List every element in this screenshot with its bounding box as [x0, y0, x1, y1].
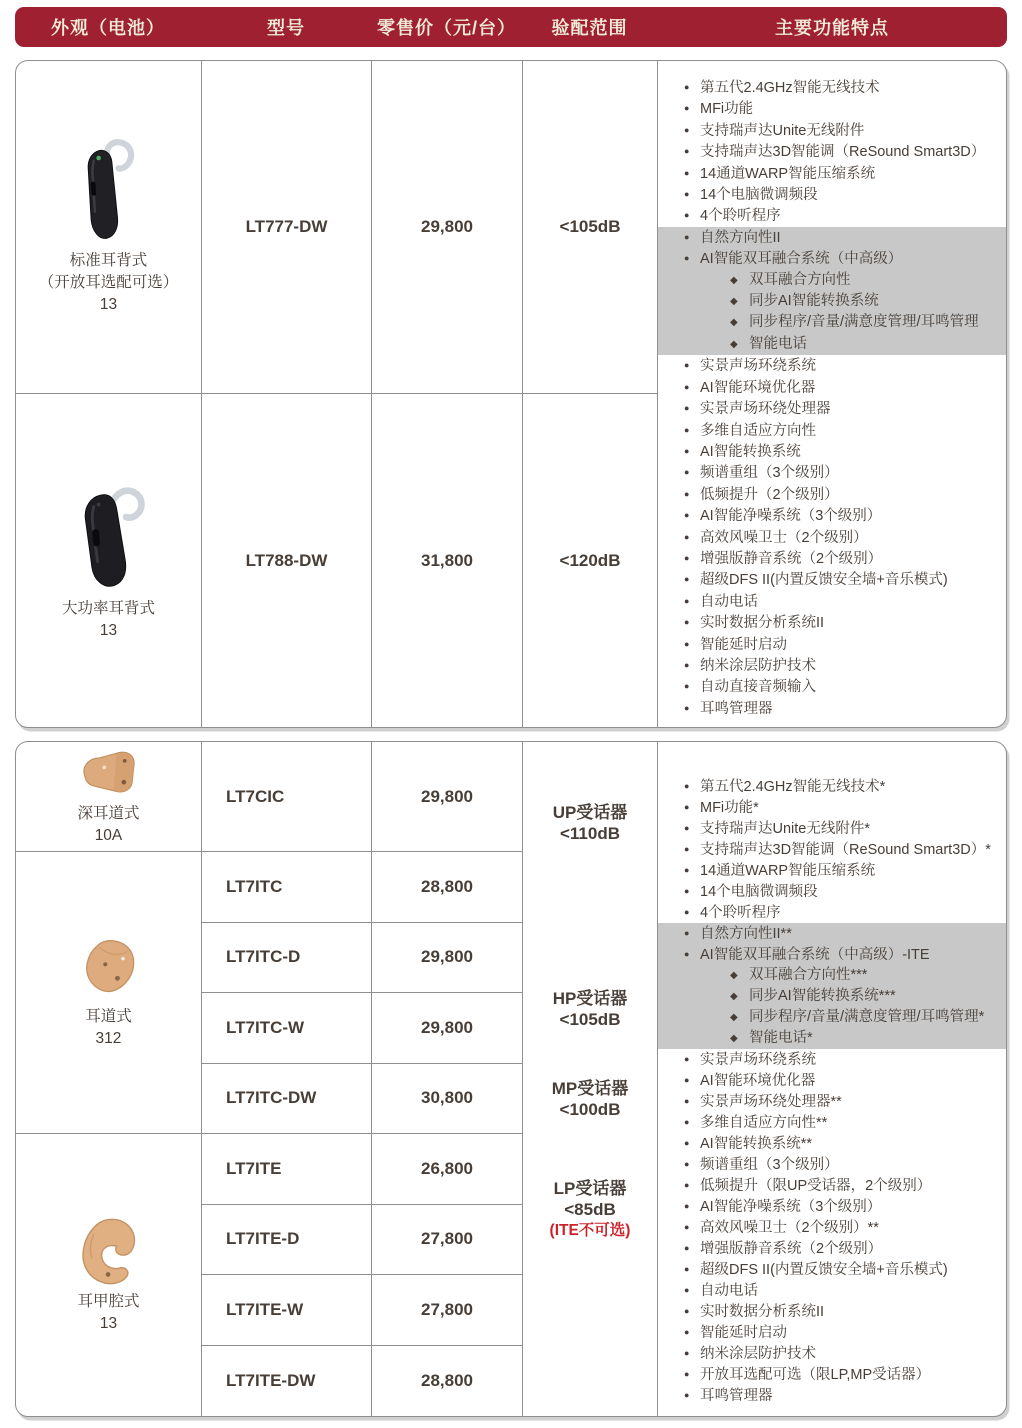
bullet-diamond-icon: ◆ [730, 274, 738, 286]
feature-item [658, 612, 1006, 633]
appearance-label-line: 10A [94, 826, 123, 844]
feature-text: 智能延时启动 [700, 636, 787, 653]
model-cell [202, 1064, 372, 1135]
appearance-label-line: 13 [99, 296, 118, 313]
receiver-range-line: <105dB [559, 1010, 621, 1029]
model-cell [202, 1346, 372, 1417]
appearance-label [77, 1291, 139, 1335]
feature-item [658, 1133, 1006, 1154]
bullet-dot-icon: ● [684, 1201, 690, 1211]
feature-item [658, 1049, 1006, 1070]
feature-item [658, 776, 1006, 797]
appearance-label-line: 标准耳背式 [69, 252, 148, 269]
feature-text: AI智能环境优化器 [700, 379, 816, 396]
model-cell-text: LT7ITC [226, 876, 283, 896]
feature-text: 实景声场环绕处理器 [700, 401, 831, 418]
bullet-dot-icon: ● [684, 1264, 690, 1274]
receiver-range-block [523, 1078, 657, 1120]
feature-text: 增强版静音系统（2个级别） [700, 1241, 883, 1257]
feature-item [658, 860, 1006, 881]
feature-text: AI智能净噪系统（3个级别） [700, 508, 882, 525]
feature-text: 支持瑞声达Unite无线附件* [700, 821, 870, 837]
price-cell-text: 31,800 [421, 550, 473, 570]
appearance-label-line: 耳甲腔式 [77, 1293, 140, 1310]
bullet-diamond-icon: ◆ [730, 1033, 738, 1044]
price-cell [372, 1134, 523, 1205]
bte-power-hearing-aid-icon [69, 480, 149, 592]
feature-text: 支持瑞声达3D智能调（ReSound Smart3D）* [700, 842, 991, 858]
price-cell [372, 923, 523, 994]
feature-text: 纳米涂层防护技术 [700, 1346, 816, 1362]
range-cell-text: <120dB [559, 550, 621, 570]
bullet-dot-icon: ● [684, 1369, 690, 1379]
feature-item [658, 1301, 1006, 1322]
bullet-dot-icon: ● [684, 1054, 690, 1064]
appearance-cell [16, 742, 202, 852]
feature-text: 双耳融合方向性*** [749, 967, 868, 983]
bullet-dot-icon: ● [684, 381, 690, 392]
range-cell [523, 394, 658, 727]
bullet-dot-icon: ● [684, 124, 690, 135]
column-header: 外观（电池） [51, 18, 165, 38]
feature-text: 14个电脑微调频段 [700, 187, 818, 204]
feature-text: 双耳融合方向性 [749, 271, 851, 288]
feature-item [658, 1070, 1006, 1091]
bullet-dot-icon: ● [684, 1138, 690, 1148]
feature-text: 多维自适应方向性** [700, 1115, 828, 1131]
feature-item [658, 312, 1006, 333]
feature-text: 同步AI智能转换系统 [749, 293, 879, 310]
bullet-dot-icon: ● [684, 659, 690, 670]
feature-item [658, 902, 1006, 923]
bullet-dot-icon: ● [684, 638, 690, 649]
bullet-dot-icon: ● [684, 424, 690, 435]
feature-item [658, 1322, 1006, 1343]
bullet-dot-icon: ● [684, 802, 690, 812]
feature-text: AI智能转换系统 [700, 443, 801, 460]
bullet-dot-icon: ● [684, 253, 690, 264]
model-cell [202, 61, 372, 394]
feature-text: 超级DFS II(内置反馈安全墙+音乐模式) [700, 1262, 948, 1278]
bullet-dot-icon: ● [684, 702, 690, 713]
feature-item [658, 1028, 1006, 1049]
table-header [15, 7, 1007, 47]
model-cell [202, 394, 372, 727]
feature-item [658, 141, 1006, 162]
appearance-label [39, 250, 179, 316]
appearance-cell [16, 1134, 202, 1416]
feature-item [658, 965, 1006, 986]
receiver-range-line: LP受话器 [553, 1179, 627, 1198]
bullet-dot-icon: ● [684, 1327, 690, 1337]
bullet-dot-icon: ● [684, 360, 690, 371]
appearance-label-line: （开放耳选配可选） [38, 274, 179, 291]
feature-text: 低频提升（限UP受话器，2个级别） [700, 1178, 932, 1194]
feature-text: AI智能净噪系统（3个级别） [700, 1199, 882, 1215]
bullet-dot-icon: ● [684, 531, 690, 542]
appearance-label [85, 1006, 132, 1050]
feature-text: 实景声场环绕处理器** [700, 1094, 842, 1110]
column-header: 零售价（元/台） [376, 18, 516, 38]
feature-item [658, 944, 1006, 965]
receiver-range-line: MP受话器 [551, 1079, 629, 1098]
range-cell-text: <105dB [559, 217, 621, 236]
model-cell [202, 923, 372, 994]
feature-text: 4个聆听程序 [700, 208, 781, 225]
bullet-dot-icon: ● [684, 1075, 690, 1085]
feature-text: 4个聆听程序 [700, 905, 781, 921]
feature-item [658, 291, 1006, 312]
bullet-dot-icon: ● [684, 907, 690, 917]
price-cell-text: 30,800 [421, 1088, 473, 1108]
feature-item [658, 1091, 1006, 1112]
price-cell [372, 1064, 523, 1135]
feature-item [658, 462, 1006, 483]
feature-item [658, 591, 1006, 612]
feature-text: 14通道WARP智能压缩系统 [700, 863, 876, 879]
feature-item [658, 77, 1006, 98]
model-cell [202, 993, 372, 1064]
feature-text: 14通道WARP智能压缩系统 [700, 165, 876, 182]
feature-text: 支持瑞声达Unite无线附件 [700, 122, 865, 139]
bullet-dot-icon: ● [684, 82, 690, 92]
appearance-label-line: 深耳道式 [77, 804, 140, 822]
bte-standard-hearing-aid-icon [76, 138, 142, 244]
feature-text: 同步程序/音量/满意度管理/耳鸣管理 [749, 314, 979, 331]
appearance-label [62, 598, 155, 642]
price-cell [372, 1346, 523, 1417]
bullet-dot-icon: ● [684, 1348, 690, 1358]
price-cell-text: 28,800 [421, 876, 473, 896]
feature-item [658, 1280, 1006, 1301]
bullet-dot-icon: ● [684, 595, 690, 606]
feature-text: 耳鸣管理器 [700, 1388, 773, 1404]
feature-item [658, 923, 1006, 944]
feature-item [658, 548, 1006, 569]
feature-text: 高效风噪卫士（2个级别） [700, 529, 868, 546]
feature-item [658, 270, 1006, 291]
appearance-label-line: 312 [95, 1029, 122, 1047]
bullet-dot-icon: ● [684, 231, 690, 242]
feature-item [658, 1217, 1006, 1238]
feature-item [658, 1196, 1006, 1217]
custom-products-section [15, 741, 1007, 1417]
feature-text: 频谱重组（3个级别） [700, 1157, 839, 1173]
feature-text: 支持瑞声达3D智能调（ReSound Smart3D） [700, 144, 986, 161]
model-cell-text: LT7ITC-W [226, 1017, 305, 1037]
column-header: 主要功能特点 [775, 18, 889, 38]
bullet-dot-icon: ● [684, 1390, 690, 1400]
bullet-diamond-icon: ◆ [730, 970, 738, 981]
price-cell [372, 61, 523, 394]
price-cell-text: 27,800 [421, 1229, 473, 1249]
feature-text: 自然方向性II [700, 229, 781, 246]
feature-text: 实景声场环绕系统 [700, 358, 816, 375]
feature-item [658, 355, 1006, 376]
model-cell-text: LT7ITC-D [226, 947, 301, 967]
model-cell-text: LT7ITC-DW [226, 1088, 317, 1108]
feature-item [658, 334, 1006, 355]
feature-item [658, 484, 1006, 505]
itc-hearing-aid-icon [79, 936, 139, 1000]
price-cell-text: 29,800 [421, 217, 473, 236]
feature-text: 频谱重组（3个级别） [700, 465, 839, 482]
price-cell [372, 1205, 523, 1276]
bullet-dot-icon: ● [684, 167, 690, 178]
feature-text: AI智能环境优化器 [700, 1073, 816, 1089]
ite-hearing-aid-icon [77, 1215, 141, 1285]
model-cell-text: LT7ITE-W [226, 1299, 304, 1319]
receiver-range-line: UP受话器 [552, 803, 628, 822]
feature-item [658, 1385, 1006, 1406]
appearance-label [77, 803, 139, 847]
features-list [658, 742, 1006, 1416]
feature-item [658, 569, 1006, 590]
price-cell [372, 852, 523, 923]
feature-text: 自动电话 [700, 593, 758, 610]
feature-item [658, 676, 1006, 697]
model-cell-text: LT788-DW [245, 550, 328, 570]
feature-item [658, 120, 1006, 141]
feature-item [658, 818, 1006, 839]
feature-text: 智能延时启动 [700, 1325, 787, 1341]
bullet-dot-icon: ● [684, 103, 690, 114]
feature-text: 14个电脑微调频段 [700, 884, 818, 900]
feature-item [658, 505, 1006, 526]
bullet-dot-icon: ● [684, 949, 690, 959]
appearance-cell [16, 61, 202, 394]
feature-text: 同步AI智能转换系统*** [749, 988, 896, 1004]
price-cell-text: 29,800 [421, 786, 473, 806]
receiver-range-block [523, 988, 657, 1030]
column-header: 验配范围 [551, 18, 628, 38]
bullet-dot-icon: ● [684, 510, 690, 521]
receiver-range-block [523, 1178, 657, 1241]
receiver-range-line: HP受话器 [552, 989, 628, 1008]
feature-text: 超级DFS II(内置反馈安全墙+音乐模式) [700, 572, 948, 589]
bullet-diamond-icon: ◆ [730, 296, 738, 308]
feature-item [658, 184, 1006, 205]
feature-text: 多维自适应方向性 [700, 422, 816, 439]
bullet-dot-icon: ● [684, 488, 690, 499]
feature-item [658, 881, 1006, 902]
feature-item [658, 1175, 1006, 1196]
feature-item [658, 227, 1006, 248]
feature-text: 开放耳选配可选（限LP,MP受话器） [700, 1367, 931, 1383]
bullet-dot-icon: ● [684, 1159, 690, 1169]
feature-text: 实时数据分析系统II [700, 615, 825, 632]
model-cell [202, 1205, 372, 1276]
feature-item [658, 698, 1006, 719]
model-cell-text: LT7ITE [226, 1158, 282, 1178]
bullet-diamond-icon: ◆ [730, 317, 738, 329]
feature-item [658, 1238, 1006, 1259]
feature-text: 智能电话 [749, 335, 807, 352]
bullet-dot-icon: ● [684, 1243, 690, 1253]
feature-text: 低频提升（2个级别） [700, 486, 839, 503]
bullet-diamond-icon: ◆ [730, 338, 738, 350]
appearance-cell [16, 394, 202, 727]
feature-text: AI智能转换系统** [700, 1136, 812, 1152]
feature-item [658, 377, 1006, 398]
bullet-dot-icon: ● [684, 781, 690, 791]
receiver-range-line: <85dB [564, 1200, 616, 1219]
price-cell-text: 27,800 [421, 1299, 473, 1319]
feature-text: 第五代2.4GHz智能无线技术 [700, 80, 880, 96]
bullet-diamond-icon: ◆ [730, 991, 738, 1002]
feature-item [658, 205, 1006, 226]
bullet-dot-icon: ● [684, 1117, 690, 1127]
feature-text: 实时数据分析系统II [700, 1304, 825, 1320]
feature-item [658, 1154, 1006, 1175]
bullet-dot-icon: ● [684, 865, 690, 875]
bullet-dot-icon: ● [684, 823, 690, 833]
model-cell-text: LT777-DW [245, 217, 328, 236]
feature-item [658, 163, 1006, 184]
appearance-cell [16, 852, 202, 1134]
receiver-range-line: <110dB [559, 824, 620, 843]
receiver-range-line: <100dB [559, 1100, 621, 1119]
features-list [658, 61, 1006, 727]
feature-item [658, 398, 1006, 419]
feature-item [658, 98, 1006, 119]
feature-text: 实景声场环绕系统 [700, 1052, 816, 1068]
price-cell [372, 742, 523, 852]
feature-item [658, 797, 1006, 818]
feature-text: MFi功能* [700, 800, 759, 816]
bullet-dot-icon: ● [684, 467, 690, 478]
model-cell-text: LT7CIC [226, 786, 285, 806]
bullet-dot-icon: ● [684, 210, 690, 221]
receiver-range-cell [523, 742, 658, 1416]
feature-text: 智能电话* [749, 1030, 813, 1046]
feature-text: 第五代2.4GHz智能无线技术* [700, 779, 886, 795]
appearance-label-line: 大功率耳背式 [61, 599, 155, 617]
feature-item [658, 986, 1006, 1007]
feature-text: MFi功能 [700, 101, 754, 118]
feature-text: AI智能双耳融合系统（中高级）-ITE [700, 947, 930, 963]
feature-item [658, 248, 1006, 269]
bullet-dot-icon: ● [684, 403, 690, 414]
price-cell-text: 28,800 [421, 1370, 473, 1390]
bullet-dot-icon: ● [684, 681, 690, 692]
bullet-dot-icon: ● [684, 844, 690, 854]
feature-text: 增强版静音系统（2个级别） [700, 550, 883, 567]
cic-hearing-aid-icon [78, 747, 140, 797]
receiver-range-note: (ITE不可选) [549, 1222, 631, 1239]
bullet-dot-icon: ● [684, 886, 690, 896]
model-cell-text: LT7ITE-D [226, 1229, 300, 1249]
bullet-dot-icon: ● [684, 552, 690, 563]
feature-item [658, 527, 1006, 548]
bullet-diamond-icon: ◆ [730, 1012, 738, 1023]
feature-text: 自动电话 [700, 1283, 758, 1299]
bullet-dot-icon: ● [684, 574, 690, 585]
bullet-dot-icon: ● [684, 1096, 690, 1106]
model-cell [202, 1275, 372, 1346]
model-cell [202, 852, 372, 923]
feature-item [658, 634, 1006, 655]
receiver-range-block [523, 802, 657, 844]
feature-item [658, 1007, 1006, 1028]
appearance-label-line: 13 [99, 621, 118, 639]
feature-text: 纳米涂层防护技术 [700, 657, 816, 674]
price-cell-text: 29,800 [421, 1017, 473, 1037]
feature-text: AI智能双耳融合系统（中高级） [700, 251, 903, 268]
bte-products-section [15, 60, 1007, 728]
bullet-dot-icon: ● [684, 1285, 690, 1295]
range-cell [523, 61, 658, 394]
model-cell [202, 1134, 372, 1205]
feature-text: 同步程序/音量/满意度管理/耳鸣管理* [749, 1009, 985, 1025]
appearance-label-line: 耳道式 [85, 1007, 132, 1025]
feature-item [658, 655, 1006, 676]
feature-text: 耳鸣管理器 [700, 700, 773, 717]
model-cell-text: LT7ITE-DW [226, 1370, 316, 1390]
bullet-dot-icon: ● [684, 617, 690, 628]
feature-item [658, 839, 1006, 860]
feature-item [658, 420, 1006, 441]
bullet-dot-icon: ● [684, 189, 690, 200]
feature-item [658, 1364, 1006, 1385]
feature-item [658, 1343, 1006, 1364]
feature-text: 自动直接音频输入 [700, 679, 816, 696]
feature-item [658, 441, 1006, 462]
price-cell [372, 993, 523, 1064]
price-cell [372, 1275, 523, 1346]
model-cell [202, 742, 372, 852]
feature-text: 自然方向性II** [700, 926, 792, 942]
bullet-dot-icon: ● [684, 1180, 690, 1190]
feature-item [658, 1112, 1006, 1133]
column-header: 型号 [267, 18, 305, 38]
price-cell [372, 394, 523, 727]
bullet-dot-icon: ● [684, 445, 690, 456]
bullet-dot-icon: ● [684, 146, 690, 157]
bullet-dot-icon: ● [684, 1222, 690, 1232]
feature-text: 高效风噪卫士（2个级别）** [700, 1220, 879, 1236]
bullet-dot-icon: ● [684, 1306, 690, 1316]
feature-item [658, 1259, 1006, 1280]
price-cell-text: 26,800 [421, 1158, 473, 1178]
appearance-label-line: 13 [99, 1315, 118, 1332]
bullet-dot-icon: ● [684, 928, 690, 938]
price-cell-text: 29,800 [421, 947, 473, 967]
